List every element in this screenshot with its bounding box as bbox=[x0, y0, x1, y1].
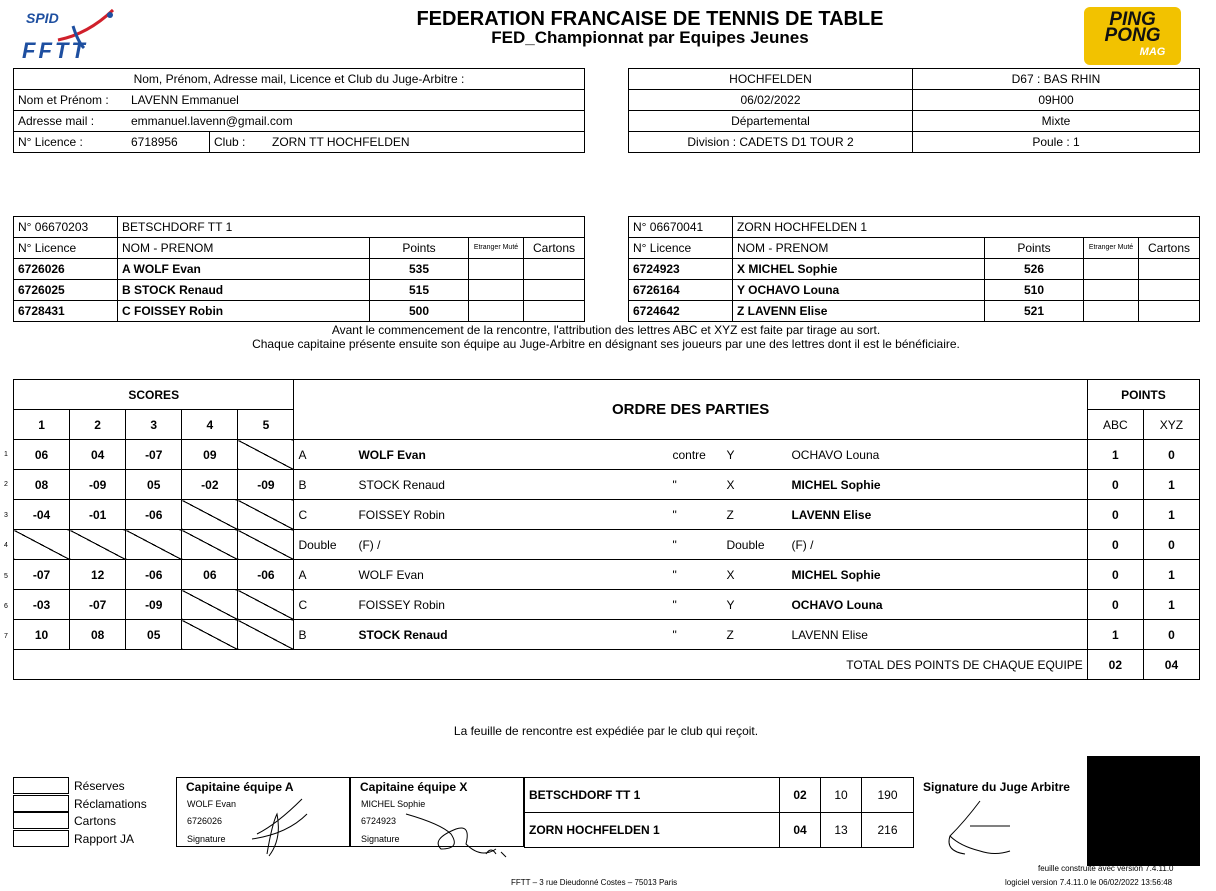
set-score: -06 bbox=[238, 560, 294, 590]
team-a-name: BETSCHDORF TT 1 bbox=[118, 217, 585, 238]
game-number: 6 bbox=[4, 603, 8, 610]
set-score: -09 bbox=[126, 590, 182, 620]
game-matchup bbox=[294, 560, 1087, 590]
game-points-abc: 1 bbox=[1087, 440, 1143, 470]
summary-sets: 10 bbox=[821, 778, 862, 813]
game-letter-x: Y bbox=[726, 448, 735, 462]
match-pool: Poule : 1 bbox=[913, 132, 1200, 153]
set-score: -09 bbox=[238, 470, 294, 500]
set-score: -02 bbox=[182, 470, 238, 500]
points-heading: POINTS bbox=[1087, 380, 1199, 410]
pingpong-mag-logo bbox=[1084, 7, 1181, 65]
game-player-a: (F) / bbox=[358, 538, 381, 552]
set-score: 06 bbox=[182, 560, 238, 590]
referee-table bbox=[13, 68, 585, 153]
summary-team: ZORN HOCHFELDEN 1 bbox=[525, 813, 780, 848]
player-cards bbox=[1139, 301, 1200, 322]
set-score bbox=[182, 620, 238, 650]
set-score: -03 bbox=[14, 590, 70, 620]
set-score bbox=[238, 620, 294, 650]
set-score bbox=[238, 530, 294, 560]
team-a-foreign-header: Etranger Muté bbox=[469, 238, 524, 259]
game-number: 2 bbox=[4, 481, 8, 489]
team-x-points-header: Points bbox=[985, 238, 1084, 259]
pingpong-logo-line2: PONG bbox=[1104, 25, 1161, 46]
set-score: 09 bbox=[182, 440, 238, 470]
player-licence: 6726164 bbox=[629, 280, 733, 301]
summary-balls: 216 bbox=[862, 813, 914, 848]
captain-x-title: Capitaine équipe X bbox=[360, 780, 468, 794]
game-matchup bbox=[294, 500, 1087, 530]
player-foreign bbox=[1084, 301, 1139, 322]
checkbox-3[interactable] bbox=[13, 830, 69, 847]
team-a-player-row bbox=[14, 280, 585, 301]
team-x-name-header: NOM - PRENOM bbox=[733, 238, 985, 259]
team-a-points-header: Points bbox=[370, 238, 469, 259]
referee-mail-value: emmanuel.lavenn@gmail.com bbox=[127, 111, 585, 132]
set-score bbox=[182, 590, 238, 620]
team-x-cards-header: Cartons bbox=[1139, 238, 1200, 259]
referee-name-value: LAVENN Emmanuel bbox=[127, 90, 585, 111]
player-foreign bbox=[469, 301, 524, 322]
player-licence: 6726025 bbox=[14, 280, 118, 301]
set-score bbox=[182, 530, 238, 560]
game-player-a: FOISSEY Robin bbox=[358, 508, 445, 522]
game-player-a: WOLF Evan bbox=[358, 568, 424, 582]
game-matchup bbox=[294, 530, 1087, 560]
game-letter-x: X bbox=[726, 478, 735, 492]
checkbox-2[interactable] bbox=[13, 812, 69, 829]
game-matchup bbox=[294, 440, 1087, 470]
player-name: X MICHEL Sophie bbox=[733, 259, 985, 280]
player-cards bbox=[524, 301, 585, 322]
referee-signature bbox=[940, 796, 1020, 866]
game-player-a: STOCK Renaud bbox=[358, 478, 445, 492]
pingpong-logo-line1: PING bbox=[1109, 9, 1156, 30]
referee-name-label: Nom et Prénom : bbox=[14, 90, 128, 111]
game-player-x: LAVENN Elise bbox=[791, 508, 872, 522]
player-name: B STOCK Renaud bbox=[118, 280, 370, 301]
game-points-xyz: 1 bbox=[1143, 500, 1199, 530]
game-versus: " bbox=[672, 478, 677, 492]
player-points: 521 bbox=[985, 301, 1084, 322]
captain-x-signature bbox=[401, 794, 526, 864]
summary-points: 02 bbox=[780, 778, 821, 813]
summary-points: 04 bbox=[780, 813, 821, 848]
game-letter-x: Y bbox=[726, 598, 735, 612]
set-score: 04 bbox=[70, 440, 126, 470]
referee-licence-value: 6718956 bbox=[127, 132, 210, 153]
player-cards bbox=[524, 259, 585, 280]
game-letter-a: A bbox=[298, 448, 307, 462]
set-score bbox=[126, 530, 182, 560]
checkbox-1[interactable] bbox=[13, 795, 69, 812]
draw-notice-line2: Chaque capitaine présente ensuite son équipe au Juge-Arbitre en désignant ses joueurs par une des lettres dont il est le bénéficiaire. bbox=[252, 337, 960, 351]
summary-balls: 190 bbox=[862, 778, 914, 813]
match-committee: D67 : BAS RHIN bbox=[913, 69, 1200, 90]
team-a-number: N° 06670203 bbox=[14, 217, 118, 238]
player-licence: 6724642 bbox=[629, 301, 733, 322]
spid-logo-text: SPID bbox=[26, 10, 59, 26]
game-versus: " bbox=[672, 628, 677, 642]
game-number: 7 bbox=[4, 633, 8, 641]
player-points: 535 bbox=[370, 259, 469, 280]
team-a-player-row bbox=[14, 259, 585, 280]
referee-heading: Nom, Prénom, Adresse mail, Licence et Club du Juge-Arbitre : bbox=[14, 69, 585, 90]
game-number: 4 bbox=[4, 542, 8, 550]
checkbox-label: Réserves bbox=[74, 779, 125, 793]
game-row bbox=[14, 620, 1200, 650]
match-level: Départemental bbox=[629, 111, 913, 132]
player-licence: 6728431 bbox=[14, 301, 118, 322]
game-points-abc: 1 bbox=[1087, 620, 1143, 650]
referee-licence-label: N° Licence : bbox=[14, 132, 128, 153]
team-x-name: ZORN HOCHFELDEN 1 bbox=[733, 217, 1200, 238]
team-x-player-row bbox=[629, 280, 1200, 301]
team-x-player-row bbox=[629, 301, 1200, 322]
game-versus: " bbox=[672, 598, 677, 612]
team-a-name-header: NOM - PRENOM bbox=[118, 238, 370, 259]
team-x-foreign-header: Etranger Muté bbox=[1084, 238, 1139, 259]
set-score bbox=[70, 530, 126, 560]
set-score: -09 bbox=[70, 470, 126, 500]
abc-label: ABC bbox=[1087, 410, 1143, 440]
fftt-logo-text: FFTT bbox=[22, 38, 88, 63]
game-versus: " bbox=[672, 538, 677, 552]
set-number: 2 bbox=[70, 410, 126, 440]
set-number: 3 bbox=[126, 410, 182, 440]
spid-fftt-logo bbox=[18, 6, 118, 64]
game-number: 5 bbox=[4, 572, 8, 580]
summary-table bbox=[524, 777, 914, 848]
match-venue: HOCHFELDEN bbox=[629, 69, 913, 90]
team-a-cards-header: Cartons bbox=[524, 238, 585, 259]
captain-x-signature-label: Signature bbox=[361, 834, 400, 844]
game-row bbox=[14, 440, 1200, 470]
player-cards bbox=[1139, 259, 1200, 280]
captain-x-licence: 6724923 bbox=[361, 816, 397, 826]
game-player-a: WOLF Evan bbox=[358, 448, 426, 462]
xyz-label: XYZ bbox=[1143, 410, 1199, 440]
captain-x-box bbox=[350, 777, 524, 847]
captain-a-title: Capitaine équipe A bbox=[186, 780, 294, 794]
player-cards bbox=[524, 280, 585, 301]
set-score: -07 bbox=[126, 440, 182, 470]
game-points-abc: 0 bbox=[1087, 470, 1143, 500]
checkbox-label: Réclamations bbox=[74, 796, 147, 811]
game-versus: " bbox=[672, 508, 677, 522]
set-score bbox=[238, 590, 294, 620]
game-letter-a: C bbox=[298, 598, 308, 612]
game-points-abc: 0 bbox=[1087, 530, 1143, 560]
player-name: Z LAVENN Elise bbox=[733, 301, 985, 322]
game-points-xyz: 1 bbox=[1143, 590, 1199, 620]
draw-notice-line1: Avant le commencement de la rencontre, l'attribution des lettres ABC et XYZ est faite par tirage au sort. bbox=[331, 323, 881, 337]
games-body bbox=[14, 440, 1200, 650]
set-score: -06 bbox=[126, 500, 182, 530]
player-points: 510 bbox=[985, 280, 1084, 301]
game-points-xyz: 1 bbox=[1143, 560, 1199, 590]
team-x-number: N° 06670041 bbox=[629, 217, 733, 238]
game-player-x: LAVENN Elise bbox=[791, 628, 868, 642]
set-score: 08 bbox=[14, 470, 70, 500]
player-name: C FOISSEY Robin bbox=[118, 301, 370, 322]
captain-a-name: WOLF Evan bbox=[187, 799, 237, 809]
match-division: Division : CADETS D1 TOUR 2 bbox=[629, 132, 913, 153]
game-versus: contre bbox=[672, 448, 706, 462]
game-points-xyz: 0 bbox=[1143, 530, 1199, 560]
set-number: 1 bbox=[14, 410, 70, 440]
game-letter-a: A bbox=[298, 568, 307, 582]
captain-x-name: MICHEL Sophie bbox=[361, 799, 426, 809]
set-number: 4 bbox=[182, 410, 238, 440]
captain-a-signature-label: Signature bbox=[187, 834, 226, 844]
total-xyz: 04 bbox=[1143, 650, 1199, 680]
game-row bbox=[14, 560, 1200, 590]
player-points: 526 bbox=[985, 259, 1084, 280]
order-heading: ORDRE DES PARTIES bbox=[294, 380, 1087, 440]
match-date: 06/02/2022 bbox=[629, 90, 913, 111]
game-player-x: MICHEL Sophie bbox=[791, 478, 881, 492]
game-letter-x: Double bbox=[726, 538, 765, 552]
pingpong-logo-line3: MAG bbox=[1139, 46, 1166, 58]
fftt-address: FFTT – 3 rue Dieudonné Costes – 75013 Paris bbox=[511, 878, 678, 887]
game-points-xyz: 0 bbox=[1143, 440, 1199, 470]
game-points-abc: 0 bbox=[1087, 500, 1143, 530]
game-row bbox=[14, 500, 1200, 530]
game-letter-x: X bbox=[726, 568, 735, 582]
player-cards bbox=[1139, 280, 1200, 301]
player-points: 515 bbox=[370, 280, 469, 301]
player-name: A WOLF Evan bbox=[118, 259, 370, 280]
game-points-xyz: 1 bbox=[1143, 470, 1199, 500]
player-licence: 6726026 bbox=[14, 259, 118, 280]
referee-club-value: ZORN TT HOCHFELDEN bbox=[268, 132, 585, 153]
player-name: Y OCHAVO Louna bbox=[733, 280, 985, 301]
set-score: 05 bbox=[126, 470, 182, 500]
player-foreign bbox=[1084, 280, 1139, 301]
game-versus: " bbox=[672, 568, 677, 582]
match-info-table bbox=[628, 68, 1200, 153]
referee-signature-label: Signature du Juge Arbitre bbox=[923, 780, 1070, 794]
game-number: 3 bbox=[4, 511, 8, 519]
checkbox-0[interactable] bbox=[13, 777, 69, 794]
game-player-x: (F) / bbox=[791, 538, 814, 552]
game-player-x: OCHAVO Louna bbox=[791, 598, 883, 612]
team-a-table bbox=[13, 216, 585, 322]
built-with-note: feuille construite avec version 7.4.11.0 bbox=[1038, 864, 1174, 873]
game-row bbox=[14, 590, 1200, 620]
game-points-xyz: 0 bbox=[1143, 620, 1199, 650]
team-x-licence-header: N° Licence bbox=[629, 238, 733, 259]
game-player-x: OCHAVO Louna bbox=[791, 448, 880, 462]
game-matchup bbox=[294, 590, 1087, 620]
game-player-x: MICHEL Sophie bbox=[791, 568, 881, 582]
player-licence: 6724923 bbox=[629, 259, 733, 280]
captain-a-licence: 6726026 bbox=[187, 816, 223, 826]
game-letter-a: B bbox=[298, 478, 307, 492]
set-score: 05 bbox=[126, 620, 182, 650]
checkbox-label: Rapport JA bbox=[74, 831, 135, 846]
captain-a-signature bbox=[247, 794, 337, 864]
page-title: FEDERATION FRANCAISE DE TENNIS DE TABLE bbox=[416, 8, 884, 30]
set-score: -06 bbox=[126, 560, 182, 590]
game-player-a: FOISSEY Robin bbox=[358, 598, 445, 612]
match-time: 09H00 bbox=[913, 90, 1200, 111]
team-x-player-row bbox=[629, 259, 1200, 280]
game-points-abc: 0 bbox=[1087, 560, 1143, 590]
set-score: 06 bbox=[14, 440, 70, 470]
set-score: 10 bbox=[14, 620, 70, 650]
game-matchup bbox=[294, 620, 1087, 650]
match-category: Mixte bbox=[913, 111, 1200, 132]
checkbox-label: Cartons bbox=[74, 814, 117, 828]
player-foreign bbox=[1084, 259, 1139, 280]
game-matchup bbox=[294, 470, 1087, 500]
page-subtitle: FED_Championnat par Equipes Jeunes bbox=[491, 28, 809, 47]
player-points: 500 bbox=[370, 301, 469, 322]
game-number: 1 bbox=[4, 451, 8, 458]
team-a-licence-header: N° Licence bbox=[14, 238, 118, 259]
set-score bbox=[182, 500, 238, 530]
referee-mail-label: Adresse mail : bbox=[14, 111, 128, 132]
software-version: logiciel version 7.4.11.0 le 06/02/2022 13:56:48 bbox=[1005, 878, 1173, 887]
total-label: TOTAL DES POINTS DE CHAQUE EQUIPE bbox=[14, 650, 1088, 680]
set-score bbox=[238, 500, 294, 530]
summary-sets: 13 bbox=[821, 813, 862, 848]
set-score: -04 bbox=[14, 500, 70, 530]
game-letter-a: Double bbox=[298, 538, 337, 552]
game-player-a: STOCK Renaud bbox=[358, 628, 448, 642]
referee-club-label: Club : bbox=[210, 132, 269, 153]
set-score: 12 bbox=[70, 560, 126, 590]
set-score: -07 bbox=[14, 560, 70, 590]
results-table bbox=[13, 379, 1200, 680]
game-letter-a: C bbox=[298, 508, 308, 522]
game-points-abc: 0 bbox=[1087, 590, 1143, 620]
redaction-block bbox=[1087, 756, 1200, 866]
summary-team: BETSCHDORF TT 1 bbox=[525, 778, 780, 813]
shipping-note: La feuille de rencontre est expédiée par le club qui reçoit. bbox=[453, 724, 759, 738]
set-number: 5 bbox=[238, 410, 294, 440]
player-foreign bbox=[469, 280, 524, 301]
team-x-table bbox=[628, 216, 1200, 322]
total-abc: 02 bbox=[1087, 650, 1143, 680]
set-score: 08 bbox=[70, 620, 126, 650]
game-letter-x: Z bbox=[726, 628, 734, 642]
set-score: -01 bbox=[70, 500, 126, 530]
scores-heading: SCORES bbox=[14, 380, 294, 410]
set-score bbox=[14, 530, 70, 560]
game-row bbox=[14, 470, 1200, 500]
set-score: -07 bbox=[70, 590, 126, 620]
game-letter-a: B bbox=[298, 628, 307, 642]
captain-a-box bbox=[176, 777, 350, 847]
game-letter-x: Z bbox=[726, 508, 734, 522]
team-a-player-row bbox=[14, 301, 585, 322]
set-score bbox=[238, 440, 294, 470]
game-row bbox=[14, 530, 1200, 560]
player-foreign bbox=[469, 259, 524, 280]
